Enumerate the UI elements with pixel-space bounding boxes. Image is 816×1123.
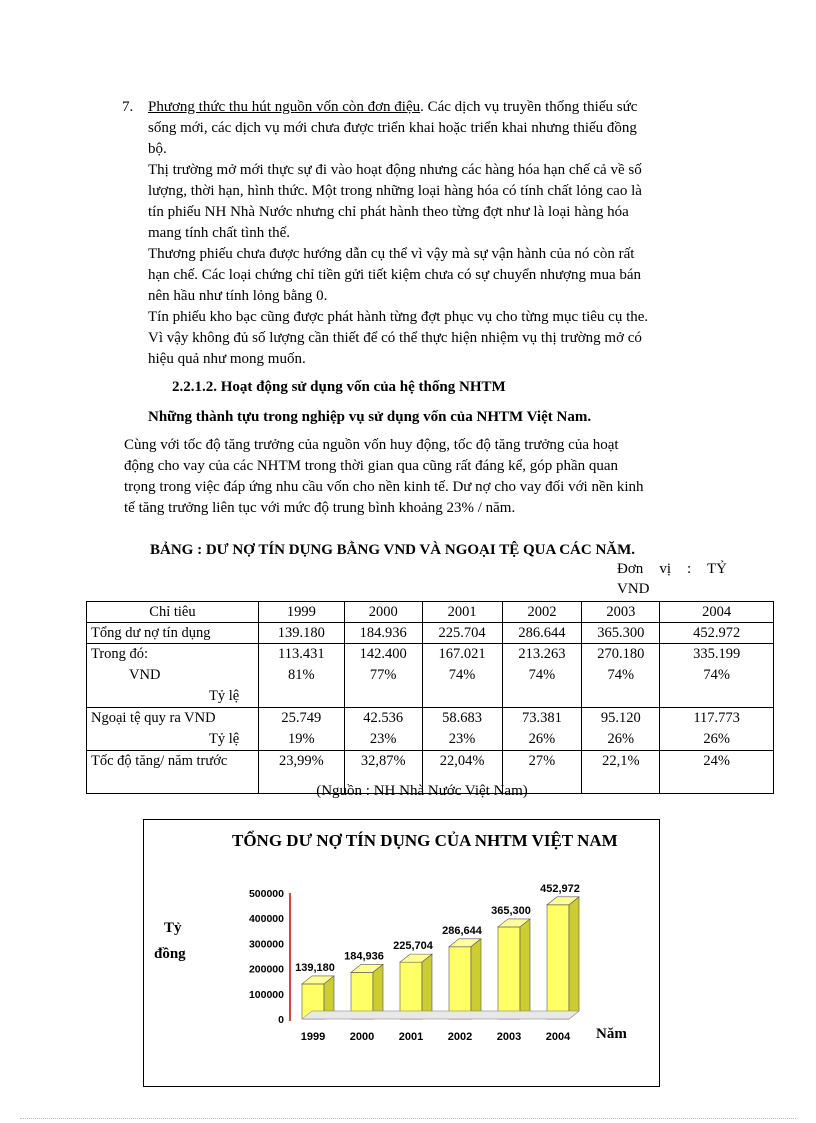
intro-line: trọng trong việc đáp ứng nhu cầu vốn cho nền kinh tế. Dư nợ cho vay đối với nền kinh (124, 479, 644, 495)
paragraph-7 (148, 97, 717, 370)
table-title: BẢNG : DƯ NỢ TÍN DỤNG BẰNG VND VÀ NGOẠI TỆ QUA CÁC NĂM. (150, 542, 636, 558)
table-cell: 213.263 74% (502, 644, 582, 708)
list-number: 7. (122, 99, 134, 115)
x-tick-label: 2003 (496, 1031, 522, 1043)
bar (400, 962, 422, 1019)
table-cell: 167.021 74% (422, 644, 502, 708)
unit-line: Đơn vị : TỶ (617, 561, 727, 577)
bar (498, 927, 520, 1019)
bar-side-face (520, 919, 530, 1019)
table-row (87, 623, 774, 644)
row-label: Tổng dư nợ tín dụng (87, 623, 259, 644)
x-tick-label: 2004 (545, 1031, 571, 1043)
para7-line: bộ. (148, 141, 167, 157)
page-bottom-rule (20, 1118, 796, 1119)
bar (449, 947, 471, 1019)
table-cell: 24% (660, 751, 774, 794)
table-cell: 22,04% (422, 751, 502, 794)
header-cell: 1999 (258, 602, 344, 623)
para7-line: Thương phiếu chưa được hướng dẫn cụ thể vì vậy mà sự vận hành của nó còn rất (148, 246, 635, 262)
label-part: VND (129, 667, 161, 683)
para7-line: Vì vậy không đủ số lượng cần thiết để có thể thực hiện nhiệm vụ thị trường mở có (148, 330, 642, 346)
label-part: Tỷ lệ (209, 688, 240, 704)
debt-table (86, 601, 774, 794)
bar-side-face (471, 939, 481, 1019)
x-tick-label: 2001 (398, 1031, 424, 1043)
header-cell: 2002 (502, 602, 582, 623)
para7-line: nên hầu như tính lỏng bằng 0. (148, 288, 328, 304)
table-row (87, 708, 774, 751)
table-cell: 113.431 81% (258, 644, 344, 708)
data-label: 365,300 (491, 904, 531, 917)
bar-chart (144, 820, 659, 1086)
table-cell: 225.704 (422, 623, 502, 644)
table-cell: 452.972 (660, 623, 774, 644)
x-axis-label: Năm (596, 1026, 627, 1042)
label-part: Tỷ lệ (209, 731, 240, 747)
header-cell: Chỉ tiêu (87, 602, 259, 623)
table-cell: 73.381 26% (502, 708, 582, 751)
header-cell: 2003 (582, 602, 660, 623)
table-cell: 23,99% (258, 751, 344, 794)
x-tick-label: 1999 (300, 1031, 326, 1043)
data-label: 286,644 (442, 924, 482, 937)
table-header-row (87, 602, 774, 623)
y-tick-label: 400000 (248, 913, 284, 926)
header-cell: 2000 (344, 602, 422, 623)
x-tick-label: 2000 (349, 1031, 375, 1043)
table-cell: 25.749 19% (258, 708, 344, 751)
row-label (87, 644, 259, 708)
chart-frame (143, 819, 660, 1087)
table-cell: 139.180 (258, 623, 344, 644)
x-tick-label: 2002 (447, 1031, 473, 1043)
table-cell: 142.400 77% (344, 644, 422, 708)
para7-line: . Các dịch vụ truyền thống thiếu sức (420, 99, 638, 115)
bar-side-face (422, 954, 432, 1019)
table-cell: 335.199 74% (660, 644, 774, 708)
table-cell: 58.683 23% (422, 708, 502, 751)
table-cell: 365.300 (582, 623, 660, 644)
table-cell: 286.644 (502, 623, 582, 644)
table-cell: 184.936 (344, 623, 422, 644)
chart-title: TỔNG DƯ NỢ TÍN DỤNG CỦA NHTM VIỆT NAM (232, 831, 618, 850)
para7-line: hiệu quả như mong muốn. (148, 351, 306, 367)
y-tick-label: 100000 (248, 988, 284, 1001)
intro-line: tế tăng trưởng liên tục với mức độ trung bình khoảng 23% / năm. (124, 500, 516, 516)
label-part: Ngoại tệ quy ra VND (91, 710, 216, 726)
data-label: 139,180 (295, 961, 335, 974)
sub-heading: Những thành tựu trong nghiệp vụ sử dụng vốn của NHTM Việt Nam. (148, 409, 592, 425)
table-row (87, 644, 774, 708)
data-label: 184,936 (344, 950, 384, 963)
label-part: Trong đó: (91, 646, 149, 662)
underlined-phrase: Phương thức thu hút nguồn vốn còn đơn điệu (148, 99, 421, 115)
y-tick-label: 300000 (248, 938, 284, 951)
y-axis-label: đồng (154, 946, 186, 962)
para7-line: tín phiếu NH Nhà Nước nhưng chỉ phát hành theo từng đợt như là loại hàng hóa (148, 204, 629, 220)
unit-line: VND (617, 581, 650, 597)
header-cell: 2001 (422, 602, 502, 623)
bar (547, 905, 569, 1019)
row-label (87, 708, 259, 751)
y-axis-label: Tỷ (164, 920, 182, 936)
chart-floor (302, 1011, 579, 1019)
bar-side-face (569, 897, 579, 1019)
header-cell: 2004 (660, 602, 774, 623)
para7-line: Tín phiếu kho bạc cũng được phát hành từng đợt phục vụ cho từng mục tiêu cụ the. (148, 309, 649, 325)
intro-line: Cùng với tốc độ tăng trưởng của nguồn vốn huy động, tốc độ tăng trưởng của hoạt (124, 437, 619, 453)
y-tick-label: 500000 (248, 888, 284, 900)
table-cell: 95.120 26% (582, 708, 660, 751)
para7-line: sống mới, các dịch vụ mới chưa được triển khai hoặc triển khai nhưng thiếu đồng (148, 120, 637, 136)
data-label: 452,972 (540, 882, 580, 895)
table-cell: 32,87% (344, 751, 422, 794)
table-cell: 22,1% (582, 751, 660, 794)
para7-line: hạn chế. Các loại chứng chỉ tiền gửi tiết kiệm chưa có sự chuyển nhượng mua bán (148, 267, 642, 283)
table-unit (617, 559, 727, 599)
row-label: Tốc độ tăng/ năm trước (87, 751, 259, 794)
table-cell: 42.536 23% (344, 708, 422, 751)
table-cell: 270.180 74% (582, 644, 660, 708)
table-cell: 27% (502, 751, 582, 794)
intro-line: động cho vay của các NHTM trong thời gian qua cũng rất đáng kể, góp phần quan (124, 458, 619, 474)
data-label: 225,704 (393, 940, 433, 953)
section-heading: 2.2.1.2. Hoạt động sử dụng vốn của hệ thống NHTM (172, 379, 506, 395)
para7-line: lượng, thời hạn, hình thức. Một trong những loại hàng hóa có tính chất lỏng cao là (148, 183, 642, 199)
intro-paragraph (124, 435, 718, 519)
source-note: (Nguồn : NH Nhà Nước Việt Nam) (316, 783, 528, 799)
para7-line: mang tính chất tình thế. (148, 225, 291, 241)
para7-line: Thị trường mở mới thực sự đi vào hoạt động nhưng các hàng hóa hạn chế cả về số (148, 162, 642, 178)
y-tick-label: 200000 (248, 963, 284, 976)
y-tick-label: 0 (278, 1014, 284, 1026)
table-cell: 117.773 26% (660, 708, 774, 751)
